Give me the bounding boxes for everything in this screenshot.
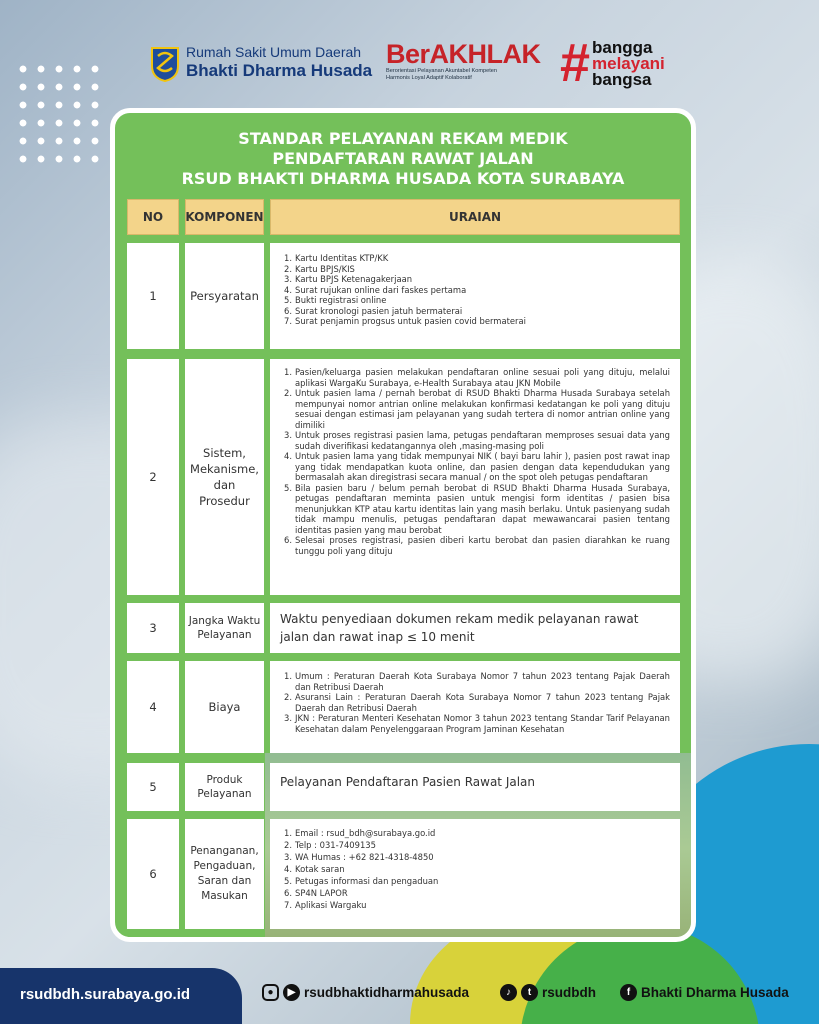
list-item-text: Pasien/keluarga pasien melakukan pendaftaran online sesuai poli yang dituju, melalui aplikasi WargaKu Surabaya, e-Health Surabaya atau JKN Mobile	[295, 367, 670, 388]
website-link[interactable]: rsudbdh.surabaya.go.id	[20, 986, 191, 1003]
facebook-icon: f	[620, 984, 637, 1001]
hospital-name-line1: Rumah Sakit Umum Daerah	[186, 44, 362, 60]
list	[284, 827, 670, 911]
list-item: 3. Untuk proses registrasi pasien lama, petugas pendaftaran memproses sesuai data yang sudah diverifikasi kedatangannya oleh ,masing-masing poli	[284, 430, 670, 451]
list-item: 1. Kartu Identitas KTP/KK	[284, 253, 389, 263]
list-item-text: Kotak saran	[295, 864, 345, 874]
hospital-name-line2: Bhakti Dharma Husada	[186, 61, 373, 80]
row-component: Jangka Waktu Pelayanan	[185, 603, 264, 653]
social-tiktok-twitter[interactable]	[500, 984, 596, 1001]
column-header-no: NO	[127, 199, 179, 235]
row-description: Pelayanan Pendaftaran Pasien Rawat Jalan	[270, 763, 680, 811]
row-description	[270, 661, 680, 753]
list-item: 4. Untuk pasien lama yang tidak mempunyai NIK ( bayi baru lahir ), pasien post rawat inap yang tidak mendapatkan kuota online, dan pasien dengan data kependudukan yang bermasalah akan diregistrasi secara manual / on the spot oleh petugas pendaftaran	[284, 451, 670, 482]
list-item: 5. Bukti registrasi online	[284, 295, 387, 305]
title-line-3: RSUD BHAKTI DHARMA HUSADA KOTA SURABAYA	[181, 169, 625, 188]
row-component: Penanganan, Pengaduan, Saran dan Masukan	[185, 819, 264, 929]
row-number: 3	[127, 603, 179, 653]
column-header-komponen: KOMPONEN	[185, 199, 264, 235]
list-item: 2. Kartu BPJS/KIS	[284, 263, 355, 274]
instagram-youtube-handle: rsudbhaktidharmahusada	[304, 985, 470, 1000]
title-line-1: STANDAR PELAYANAN REKAM MEDIK	[238, 129, 568, 148]
list-item-text: Kartu BPJS/KIS	[295, 263, 355, 274]
row-number: 1	[127, 243, 179, 349]
berakhlak-logo	[386, 40, 541, 82]
list-item: 5. Bila pasien baru / belum pernah berobat di RSUD Bhakti Dharma Husada Surabaya, petugas pendaftaran meminta pasien untuk mengisi form identitas / pasien bisa menunjukkan KTP atau kartu identitas lain yang masih berlaku. Untuk pasienyang sudah tidak mampu menulis, petugas pendaftaran dapat mewawancarai pasien tentang identitas pasien yang mau berobat	[284, 482, 670, 535]
list-item: 4. Surat rujukan online dari faskes pertama	[284, 284, 467, 295]
list-item-text: SP4N LAPOR	[295, 888, 348, 898]
list-item-text: Kartu Identitas KTP/KK	[295, 253, 389, 263]
row-component: Persyaratan	[185, 243, 264, 349]
header	[0, 33, 819, 94]
list-item-text: Umum : Peraturan Daerah Kota Surabaya Nomor 7 tahun 2023 tentang Pajak Daerah dan Retribusi Daerah	[295, 671, 670, 692]
list-item-text: Petugas informasi dan pengaduan	[295, 876, 439, 886]
list-item-text: Untuk pasien lama yang tidak mempunyai NIK ( bayi baru lahir ), pasien post rawat inap yang tidak mendapatkan kuota online, dan pasien dengan data kependudukan yang bermasalah akan diregistrasi secara manual / on the spot oleh petugas pendaftaran	[295, 451, 670, 482]
list-item: 7. Surat penjamin progsus untuk pasien covid bermaterai	[284, 316, 526, 326]
list-item-text: Telp : 031-7409135	[295, 840, 376, 850]
list-item: 3. Kartu BPJS Ketenagakerjaan	[284, 274, 413, 284]
list-item-text: WA Humas : +62 821-4318-4850	[295, 852, 434, 862]
list-item-text: Kartu BPJS Ketenagakerjaan	[295, 274, 413, 284]
row-component: Biaya	[185, 661, 264, 753]
tiktok-twitter-handle: rsudbdh	[542, 985, 596, 1000]
list-item-text: JKN : Peraturan Menteri Kesehatan Nomor 3 tahun 2023 tentang Standar Tarif Pelayanan Kesehatan dalam Penyelenggaraan Program Jaminan Kesehatan	[295, 713, 670, 734]
row-number: 4	[127, 661, 179, 753]
list-item: 1. Email : rsud_bdh@surabaya.go.id	[284, 828, 436, 838]
list	[284, 671, 670, 734]
berakhlak-title: BerAKHLAK	[386, 39, 541, 69]
youtube-icon: ▶	[283, 984, 300, 1001]
berakhlak-subtitle-1: Berorientasi Pelayanan Akuntabel Kompeten	[386, 68, 498, 74]
list-item-text: Aplikasi Wargaku	[295, 900, 367, 910]
list-item: 2. Telp : 031-7409135	[284, 840, 376, 850]
list	[284, 253, 668, 327]
instagram-icon: ●	[262, 984, 279, 1001]
list-item: 3. JKN : Peraturan Menteri Kesehatan Nomor 3 tahun 2023 tentang Standar Tarif Pelayanan Kesehatan dalam Penyelenggaraan Program Jaminan Kesehatan	[284, 713, 670, 734]
list-item: 6. Surat kronologi pasien jatuh bermaterai	[284, 305, 463, 316]
title-line-2: PENDAFTARAN RAWAT JALAN	[272, 149, 534, 168]
list-item-text: Surat rujukan online dari faskes pertama	[295, 284, 467, 295]
row-description	[270, 359, 680, 595]
list	[284, 367, 670, 556]
bangga-word-3: bangsa	[592, 70, 652, 89]
list-item: 1. Umum : Peraturan Daerah Kota Surabaya Nomor 7 tahun 2023 tentang Pajak Daerah dan Retribusi Daerah	[284, 671, 670, 692]
list-item-text: Asuransi Lain : Peraturan Daerah Kota Surabaya Nomor 7 tahun 2023 tentang Pajak Daerah dan Retribusi Daerah	[295, 692, 670, 713]
hashtag-icon: #	[560, 33, 591, 93]
list-item-text: Untuk pasien lama / pernah berobat di RSUD Bhakti Dharma Husada Surabaya setelah mempunyai nomor antrian online melakukan konfirmasi kedatangan ke poli yang dituju sesuai dengan estimasi jam pelayanan yang sudah tertera di nomor antrian online yang dimiliki	[295, 388, 670, 430]
social-facebook[interactable]	[620, 984, 789, 1001]
row-number: 5	[127, 763, 179, 811]
list-item: 5. Petugas informasi dan pengaduan	[284, 876, 439, 886]
list-item: 6. SP4N LAPOR	[284, 888, 348, 898]
bangga-word-2: melayani	[592, 54, 665, 73]
card-title	[115, 129, 691, 189]
row-number: 6	[127, 819, 179, 929]
list-item: 4. Kotak saran	[284, 864, 345, 874]
list-item-text: Bila pasien baru / belum pernah berobat di RSUD Bhakti Dharma Husada Surabaya, petugas pendaftaran meminta pasien untuk mengisi form identitas / pasien bisa menunjukkan KTP atau kartu identitas lain yang masih berlaku. Untuk pasienyang sudah tidak mampu menulis, petugas pendaftaran dapat mewawancarai pasien tentang identitas pasien yang mau berobat	[295, 482, 670, 535]
list-item-text: Untuk proses registrasi pasien lama, petugas pendaftaran memproses sesuai data yang sudah diverifikasi kedatangannya oleh ,masing-masing poli	[295, 430, 670, 451]
list-item-text: Surat kronologi pasien jatuh bermaterai	[295, 305, 463, 316]
surabaya-crest-icon	[150, 46, 180, 82]
list-item: 2. Asuransi Lain : Peraturan Daerah Kota Surabaya Nomor 7 tahun 2023 tentang Pajak Daerah dan Retribusi Daerah	[284, 692, 670, 713]
list-item-text: Email : rsud_bdh@surabaya.go.id	[295, 828, 436, 838]
facebook-handle: Bhakti Dharma Husada	[641, 985, 789, 1000]
row-description	[270, 243, 680, 349]
row-component: Produk Pelayanan	[185, 763, 264, 811]
row-description	[270, 819, 680, 929]
service-standard-card	[110, 108, 696, 942]
social-instagram-youtube[interactable]	[262, 984, 469, 1001]
list-item-text: Surat penjamin progsus untuk pasien covid bermaterai	[295, 316, 526, 326]
berakhlak-subtitle-2: Harmonis Loyal Adaptif Kolaboratif	[386, 75, 472, 81]
tiktok-icon: ♪	[500, 984, 517, 1001]
list-item-text: Selesai proses registrasi, pasien diberi kartu berobat dan pasien diarahkan ke ruang tunggu poli yang dituju	[295, 535, 670, 556]
list-item: 3. WA Humas : +62 821-4318-4850	[284, 852, 434, 862]
bangga-word-1: bangga	[592, 38, 653, 57]
list-item: 6. Selesai proses registrasi, pasien diberi kartu berobat dan pasien diarahkan ke ruang tunggu poli yang dituju	[284, 535, 670, 556]
list-item-text: Bukti registrasi online	[295, 295, 387, 305]
twitter-icon: t	[521, 984, 538, 1001]
hospital-name	[186, 44, 372, 81]
row-component: Sistem, Mekanisme, dan Prosedur	[185, 359, 264, 595]
row-number: 2	[127, 359, 179, 595]
bangga-melayani-bangsa-logo	[560, 33, 680, 93]
list-item: 1. Pasien/keluarga pasien melakukan pendaftaran online sesuai poli yang dituju, melalui aplikasi WargaKu Surabaya, e-Health Surabaya atau JKN Mobile	[284, 367, 670, 388]
list-item: 7. Aplikasi Wargaku	[284, 900, 367, 910]
row-description: Waktu penyediaan dokumen rekam medik pelayanan rawat jalan dan rawat inap ≤ 10 menit	[270, 603, 680, 653]
list-item: 2. Untuk pasien lama / pernah berobat di RSUD Bhakti Dharma Husada Surabaya setelah mempunyai nomor antrian online melakukan konfirmasi kedatangan ke poli yang dituju sesuai dengan estimasi jam pelayanan yang sudah tertera di nomor antrian online yang dimiliki	[284, 388, 670, 430]
column-header-uraian: URAIAN	[270, 199, 680, 235]
